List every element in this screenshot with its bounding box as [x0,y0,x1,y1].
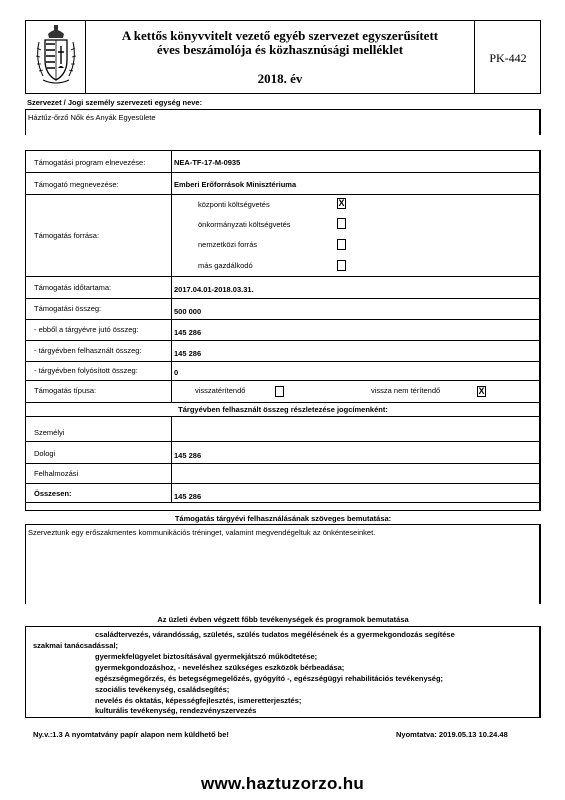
activity-item-2: gyermekgondozáshoz, - neveléshez szükséges eszközök bérbeadása; [95,663,345,672]
source-label: Támogatás forrása: [34,231,100,240]
breakdown-title: Tárgyévben felhasznált összeg részletezése jogcímenként: [178,405,388,414]
used-value: 145 286 [174,349,202,358]
paid-label: - tárgyévben folyósított összeg: [34,366,138,375]
source-checkbox-local[interactable] [337,218,346,229]
duration-label: Támogatás időtartama: [34,283,112,292]
used-label: - tárgyévben felhasznált összeg: [34,346,142,355]
website-watermark: www.haztuzorzo.hu [200,774,365,793]
amount-label: Támogatási összeg: [34,304,102,313]
org-name: Háztűz-őrző Nők és Anyák Egyesülete [28,113,156,122]
paid-value: 0 [174,368,179,377]
usage-title: Támogatás tárgyévi felhasználásának szöveges bemutatása: [174,514,392,523]
source-option-central: központi költségvetés [198,200,270,209]
activity-item-5: nevelés és oktatás, képességfejlesztés, ismeretterjesztés; [95,696,302,705]
usage-text-field[interactable] [25,524,541,604]
program-value: NEA-TF-17-M-0935 [174,158,241,167]
org-label: Szervezet / Jogi személy szervezeti egység neve: [27,98,203,107]
activity-item-4: szociális tevékenység, családsegítés; [95,685,230,694]
form-title-line1: A kettős könyvvitelt vezető egyéb szervezet egyszerűsített [121,28,439,43]
source-option-local: önkormányzati költségvetés [198,220,291,229]
source-checkbox-international[interactable] [337,239,346,250]
type-nonrefundable-checkbox[interactable] [477,386,486,397]
amount-value: 500 000 [174,307,202,316]
activity-line-1a: családtervezés, várandósság, születés, szülés tudatos megélésének és a gyermekgondozás segítése [95,630,455,639]
form-title-line2: éves beszámolója és közhasznúsági melléklet [156,42,404,57]
type-label: Támogatás típusa: [34,386,97,395]
year-share-value: 145 286 [174,328,202,337]
activities-title: Az üzleti évben végzett főbb tevékenységek és programok bemutatása [157,615,409,624]
source-checkbox-central[interactable] [337,198,346,209]
duration-value: 2017.04.01-2018.03.31. [174,285,254,294]
activity-line-1b: szakmai tanácsadással; [33,641,119,650]
supporter-label: Támogató megnevezése: [34,180,119,189]
form-year: 2018. év [257,71,303,86]
footer-note: Ny.v.:1.3 A nyomtatvány papír alapon nem küldhető be! [33,730,229,739]
breakdown-material-label: Dologi [34,449,56,458]
activity-item-6: kulturális tevékenység, rendezvényszervezés [95,706,257,715]
year-share-label: - ebből a tárgyévre jutó összeg: [34,325,139,334]
coat-of-arms-logo [33,24,79,88]
source-option-international: nemzetközi forrás [198,240,258,249]
supporter-value: Emberi Erőforrások Minisztériuma [174,180,297,189]
program-label: Támogatási program elnevezése: [34,158,146,167]
activity-item-3: egészségmegőrzés, és betegségmegelőzés, gyógyító -, egészségügyi rehabilitációs tevékenység; [95,674,444,683]
type-refundable-label: visszatérítendő [195,386,246,395]
usage-text: Szerveztunk egy erőszakmentes kommunikációs tréninget, valamint megvendégeltuk az önkénteseinket. [28,528,376,537]
form-code: PK-442 [489,51,527,65]
breakdown-capital-label: Felhalmozási [34,469,79,478]
activity-item-1: gyermekfelügyelet biztosításával gyermekjátszó működtetése; [95,652,318,661]
breakdown-total-value: 145 286 [174,492,202,501]
breakdown-total-label: Összesen: [34,489,72,498]
breakdown-material-value: 145 286 [174,451,202,460]
source-option-other: más gazdálkodó [198,261,253,270]
type-nonrefundable-label: vissza nem térítendő [371,386,441,395]
print-timestamp: Nyomtatva: 2019.05.13 10.24.48 [396,730,508,739]
type-refundable-checkbox[interactable] [275,386,284,397]
source-checkbox-other[interactable] [337,260,346,271]
breakdown-personal-label: Személyi [34,428,65,437]
org-name-field[interactable] [25,109,541,135]
